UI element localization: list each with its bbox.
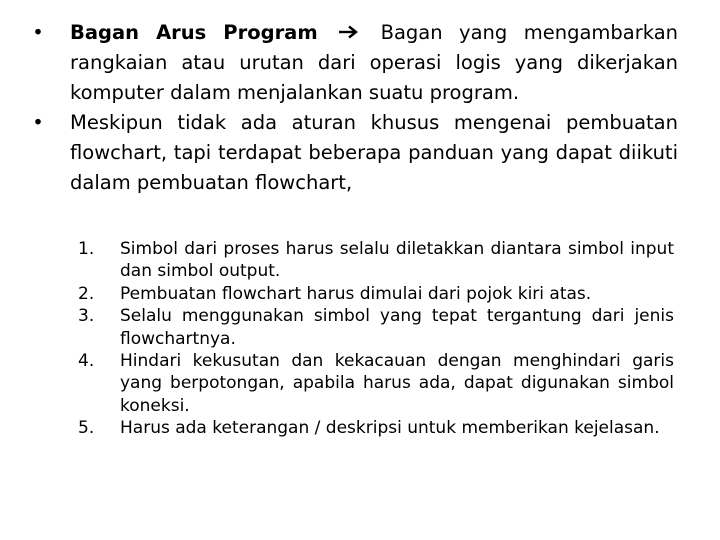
guidance-text: Meskipun tidak ada aturan khusus mengenai pembuatan flowchart, tapi terdapat beberapa panduan yang dapat diikuti dalam pembuatan flowchart, <box>70 111 678 194</box>
bullet-marker: • <box>32 111 44 134</box>
guideline-item <box>78 417 674 439</box>
guideline-text: Selalu menggunakan simbol yang tepat tergantung dari jenis flowchartnya. <box>120 306 674 349</box>
guideline-text: Simbol dari proses harus selalu diletakkan diantara simbol input dan simbol output. <box>120 239 674 282</box>
guideline-number: 3. <box>78 306 95 327</box>
bullet-item-definition <box>28 18 678 108</box>
guideline-number: 2. <box>78 283 95 304</box>
bullet-item-guidance <box>28 108 678 198</box>
guideline-text: Pembuatan flowchart harus dimulai dari pojok kiri atas. <box>120 283 592 304</box>
definition-term: Bagan Arus Program <box>70 21 318 44</box>
guideline-number: 1. <box>78 239 95 259</box>
guideline-text: Harus ada keterangan / deskripsi untuk memberikan kejelasan. <box>120 418 660 439</box>
bullet-marker: • <box>32 21 44 44</box>
guideline-number: 5. <box>78 418 95 439</box>
guideline-item <box>78 283 674 305</box>
definition-text: Bagan yang mengambarkan rangkaian atau urutan dari operasi logis yang dikerjakan komputer dalam menjalankan suatu program. <box>70 21 678 104</box>
guideline-list <box>78 238 674 440</box>
right-arrow-icon <box>338 25 360 39</box>
guideline-item <box>78 350 674 417</box>
guideline-item <box>78 305 674 350</box>
bullet-list <box>28 18 678 198</box>
guideline-item <box>78 238 674 283</box>
guideline-text: Hindari kekusutan dan kekacauan dengan menghindari garis yang berpotongan, apabila harus ada, dapat digunakan simbol koneksi. <box>120 351 674 416</box>
guideline-number: 4. <box>78 351 95 372</box>
